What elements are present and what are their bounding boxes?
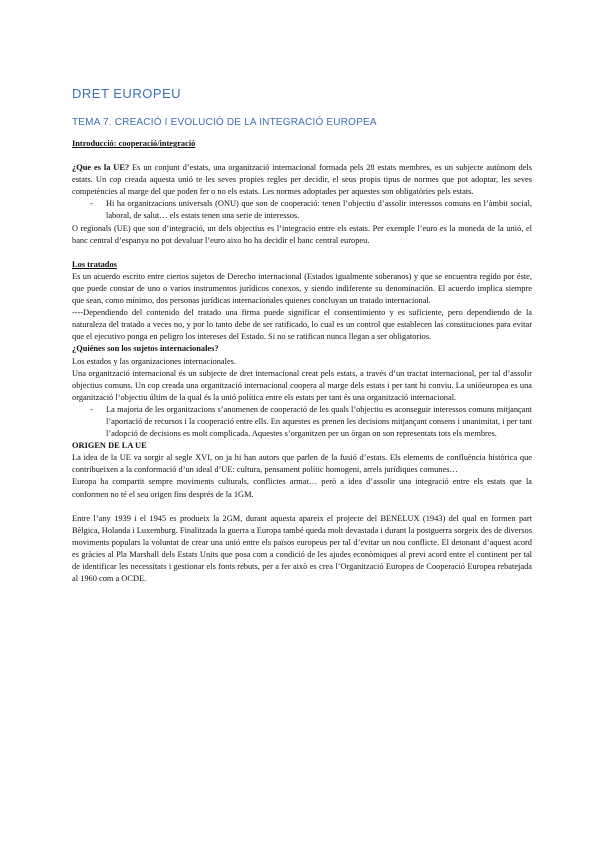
bullet-text: La majoria de les organitzacions s’anomenen de cooperació de les quals l’objectiu es aconseguir interessos comuns mitjançant l’aportació de recursos i la cooperació entre ells. En aquestes es prenen les decisions mitjançant consens i unanimitat, i per tant l’adopció de decisions es molt complicada. Aquestes s’organitzen per un òrgan on son representats tots els membres. [106,404,532,439]
paragraph-europa: Europa ha compartit sempre moviments culturals, conflictes armat… però a idea d’assolir una integració entre els estats que la conformen no té el seu origen fins després de la 1GM. [72,477,532,499]
document-title: DRET EUROPEU [72,86,182,101]
section-heading-intro: Introducció: cooperació/integració [72,139,196,148]
question-sujetos: ¿Quiénes son los sujetos internacionales? [72,344,219,354]
paragraph-regionals: O regionals (UE) que son d’integració, un dels objectius es l’integracio entre els estats. Per exemple l’euro es la moneda de la unió, el banc central d’espanya no pot devaluar l’euro aixo ho ha decidir el banc central europeu. [72,223,532,245]
paragraph-idea-ue: La idea de la UE va sorgir al segle XVI, on ja hi han autors que parlen de la fusió d’estats. Els elements de confluència històrica que contribueixen a la conformació d’un ideal d’UE: cultura, pensament polític homogeni, arrels jurídiques comunes… [72,453,532,475]
bullet-list-1 [72,198,532,222]
section-heading-origen: ORIGEN DE LA UE [72,441,147,451]
list-item [90,404,532,440]
paragraph-tratado-firma: ----Dependiendo del contenido del tratado una firma puede significar el consentimiento y es suficiente, pero dependiendo de la naturaleza del tratado a veces no, y por lo tanto debe de ser ratificado, lo cual es un control que establecen las constituciones para evitar que el ejecutivo ponga en peligro los intereses del Estado. Si no se ratifican nunca llegan a ser obligatorios. [72,308,532,342]
document-subtitle: TEMA 7. CREACIÓ I EVOLUCIÓ DE LA INTEGRACIÓ EUROPEA [72,117,377,128]
section-heading-tratados: Los tratados [72,259,117,269]
list-item [90,198,532,222]
paragraph-ue [72,162,532,198]
paragraph-organitzacio: Una organització internacional és un subjecte de dret internacional creat pels estats, a través d’un tractat internacional, per tal d’assolir objectius comuns. Un cop creada una organització internacional coopera al marge dels estats i per tant hi conviu. La unióeuropea es una organització l’objectiu últim de la qual és la unió política entre els estats per tant és una organització internacional. [72,368,532,402]
question-ue: ¿Que es la UE? [72,163,130,173]
document-body [72,138,532,585]
bullet-dash: - [90,404,93,414]
bullet-text: Hi ha organitzacions universals (ONU) que son de cooperació: tenen l’objectiu d’assolir interessos comuns en l’àmbit social, laboral, de salut… els estats tenen una serie de interessos. [106,199,532,221]
paragraph-sujetos: Los estados y las organizaciones internacionales. [72,356,237,366]
paragraph-tratado-def: Es un acuerdo escrito entre ciertos sujetos de Derecho internacional (Estados igualmente soberanos) y que se encuentra regido por éste, que puede constar de uno o varios instrumentos jurídicos conexos, y siendo indiferente su denominación. El acuerdo implica siempre que sean, como mínimo, dos personas jurídicas internacionales quienes concluyan un tratado internacional. [72,271,532,306]
paragraph-ue-text: Es un conjunt d’estats, una organització internacional formada pels 28 estats membres, es un subjecte autònom dels estats. Un cop creada aquesta unió te les seves propies regles per decidir, el seus propis tipus de normes que pot adoptar, les seves competències al marge del que poden fer o no els estats. Les normes adoptades per aquestes son obligatòries pels estats. [72,163,533,197]
bullet-dash: - [90,199,93,209]
paragraph-2gm: Entre l’any 1939 i el 1945 es produeix la 2GM, durant aquesta apareix el projecte del BENELUX (1943) del qual en formen part Bèlgica, Holanda i Luxemburg. Finalitzada la guerra a Europa també queda molt devastada i durant la postguerra sorgeix des de diversos moviments populars la voluntat de crear una unió entre els països europeus per tal d’evitar un nou conflicte. El detonant d’aquest acord es gràcies al Pla Marshall dels Estats Units que posa com a condició de les ajudes econòmiques al previ acord entre el continent per tal de identificar les necessitats i gestionar els fonts rebuts, per a fer això es crea l’Organització Europea de Cooperació Europea rebatejada al 1960 com a OCDE. [72,513,532,584]
bullet-list-2 [72,404,532,440]
